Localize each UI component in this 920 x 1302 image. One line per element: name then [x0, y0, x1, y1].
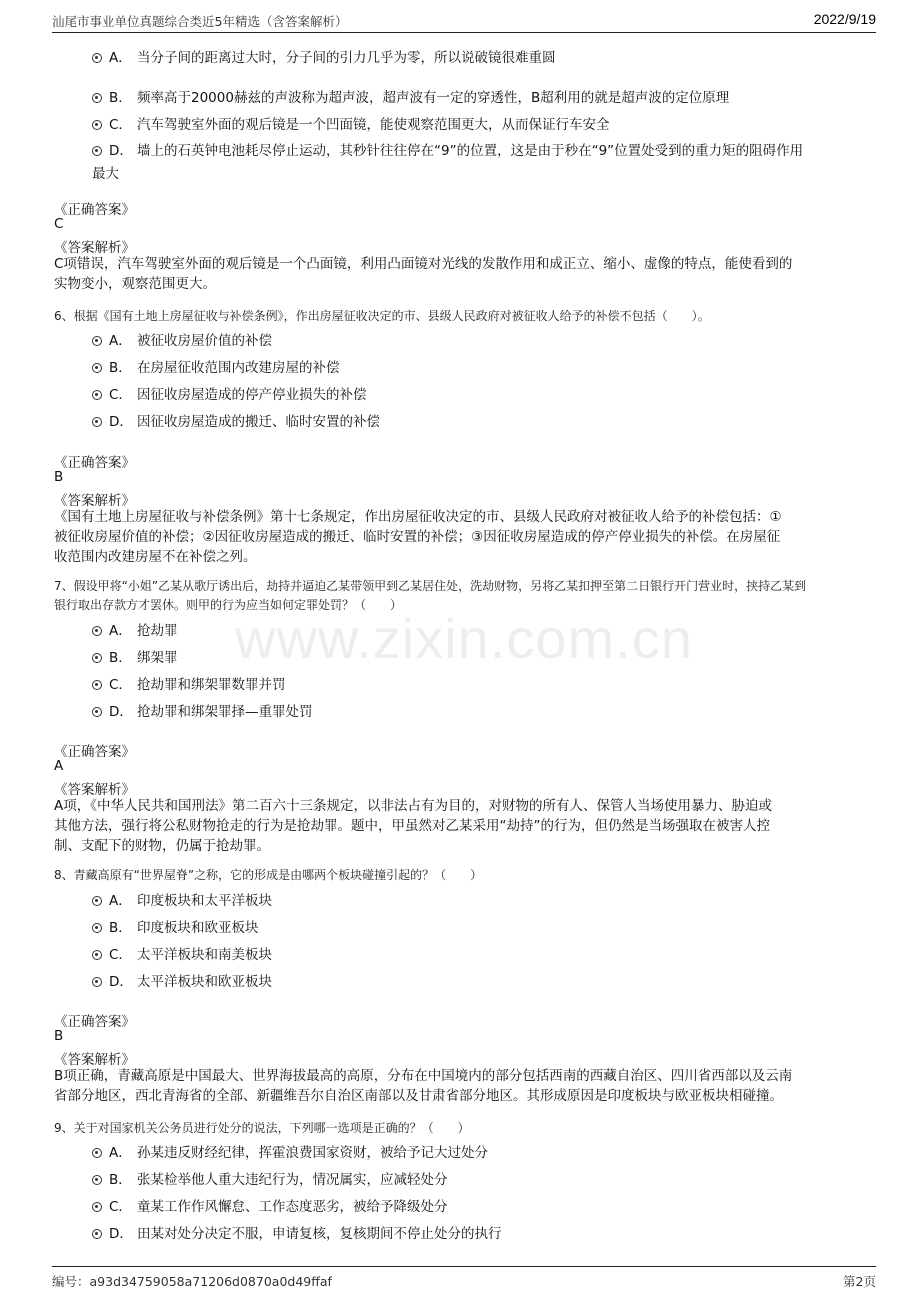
analysis-label: 《答案解析》 — [54, 782, 135, 798]
answer-label: 《正确答案》 — [54, 744, 135, 760]
analysis-label: 《答案解析》 — [54, 240, 135, 256]
document-date: 2022/9/19 — [813, 11, 876, 27]
radio-icon[interactable] — [92, 363, 102, 373]
radio-icon[interactable] — [92, 93, 102, 103]
radio-icon[interactable] — [92, 1175, 102, 1185]
answer: A — [54, 758, 64, 774]
analysis-text: B项正确，青藏高原是中国最大、世界海拔最高的高原，分布在中国境内的部分包括西南的西藏自治区、四川省西部以及云南 省部分地区，西北青海省的全部、新疆维吾尔自治区南部以及甘肃省部分地区。其形成原因是印度板块与欧亚板块相碰撞。 — [54, 1068, 793, 1104]
question-stem: 6、根据《国有土地上房屋征收与补偿条例》，作出房屋征收决定的市、县级人民政府对被征收人给予的补偿不包括（ ）。 — [54, 309, 710, 323]
document-code: 编号：a93d34759058a71206d0870a0d49ffaf — [52, 1274, 332, 1289]
answer: B — [54, 469, 64, 485]
radio-icon[interactable] — [92, 336, 102, 346]
radio-icon[interactable] — [92, 653, 102, 663]
option-d[interactable]: D． 太平洋板块和欧亚板块 — [92, 970, 272, 990]
option-d[interactable]: D． 墙上的石英钟电池耗尽停止运动，其秒针往往停在“9”的位置，这是由于秒在“9”位置处受到的重力矩的阻碍作用 — [92, 139, 803, 159]
radio-icon[interactable] — [92, 977, 102, 987]
option-a[interactable]: A． 孙某违反财经纪律，挥霍浪费国家资财，被给予记大过处分 — [92, 1141, 488, 1161]
page-footer — [52, 1266, 876, 1291]
option-a[interactable]: A． 抢劫罪 — [92, 619, 178, 639]
radio-icon[interactable] — [92, 626, 102, 636]
answer: B — [54, 1028, 64, 1044]
radio-icon[interactable] — [92, 53, 102, 63]
answer-label: 《正确答案》 — [54, 1014, 135, 1030]
radio-icon[interactable] — [92, 146, 102, 156]
radio-icon[interactable] — [92, 1148, 102, 1158]
question-stem: 8、青藏高原有“世界屋脊”之称，它的形成是由哪两个板块碰撞引起的？（ ） — [54, 868, 483, 882]
option-d[interactable]: D． 因征收房屋造成的搬迁、临时安置的补偿 — [92, 410, 380, 430]
option-d-continued: 最大 — [92, 166, 119, 182]
analysis-text: C项错误，汽车驾驶室外面的观后镜是一个凸面镜，利用凸面镜对光线的发散作用和成正立、缩小、虚像的特点，能使看到的 实物变小，观察范围更大。 — [54, 256, 793, 292]
document-title: 汕尾市事业单位真题综合类近5年精选（含答案解析） — [52, 14, 348, 29]
radio-icon[interactable] — [92, 390, 102, 400]
option-a[interactable]: A． 当分子间的距离过大时，分子间的引力几乎为零，所以说破镜很难重圆 — [92, 46, 556, 66]
option-c[interactable]: C． 汽车驾驶室外面的观后镜是一个凹面镜，能使观察范围更大，从而保证行车安全 — [92, 113, 610, 133]
option-c[interactable]: C． 抢劫罪和绑架罪数罪并罚 — [92, 673, 286, 693]
option-b[interactable]: B． 频率高于20000赫兹的声波称为超声波，超声波有一定的穿透性，B超利用的就是超声波的定位原理 — [92, 86, 729, 106]
analysis-text: 《国有土地上房屋征收与补偿条例》第十七条规定，作出房屋征收决定的市、县级人民政府对被征收人给予的补偿包括：① 被征收房屋价值的补偿；②因征收房屋造成的搬迁、临时安置的补偿；③因征收房屋造成的停产停业损失的补偿。在房屋征 收范围内改建房屋不在补偿之列。 — [54, 509, 782, 565]
radio-icon[interactable] — [92, 1202, 102, 1212]
answer: C — [54, 216, 64, 232]
analysis-text: A项，《中华人民共和国刑法》第二百六十三条规定，以非法占有为目的，对财物的所有人、保管人当场使用暴力、胁迫或 其他方法，强行将公私财物抢走的行为是抢劫罪。题中，甲虽然对乙某采用“劫持”的行为，但仍然是当场强取在被害人控 制、支配下的财物，仍属于抢劫罪。 — [54, 798, 772, 854]
radio-icon[interactable] — [92, 680, 102, 690]
watermark: www.zixin.com.cn — [235, 607, 693, 670]
radio-icon[interactable] — [92, 896, 102, 906]
question-stem: 7、假设甲将“小姐”乙某从歌厅诱出后，劫持并逼迫乙某带领甲到乙某居住处，洗劫财物，另将乙某扣押至第二日银行开门营业时，挟持乙某到 银行取出存款方才罢休。则甲的行为应当如何定罪处罚？（ ） — [54, 579, 807, 612]
analysis-label: 《答案解析》 — [54, 493, 135, 509]
radio-icon[interactable] — [92, 120, 102, 130]
page-number: 第2页 — [843, 1274, 876, 1289]
page-header — [52, 10, 876, 33]
option-b[interactable]: B． 印度板块和欧亚板块 — [92, 916, 259, 936]
analysis-label: 《答案解析》 — [54, 1052, 135, 1068]
radio-icon[interactable] — [92, 1229, 102, 1239]
option-c[interactable]: C． 因征收房屋造成的停产停业损失的补偿 — [92, 383, 367, 403]
option-c[interactable]: C． 太平洋板块和南美板块 — [92, 943, 272, 963]
option-b[interactable]: B． 张某检举他人重大违纪行为，情况属实，应减轻处分 — [92, 1168, 448, 1188]
option-b[interactable]: B． 在房屋征收范围内改建房屋的补偿 — [92, 356, 340, 376]
option-d[interactable]: D． 田某对处分决定不服，申请复核，复核期间不停止处分的执行 — [92, 1222, 502, 1242]
option-b[interactable]: B． 绑架罪 — [92, 646, 178, 666]
question-stem: 9、关于对国家机关公务员进行处分的说法，下列哪一选项是正确的？（ ） — [54, 1121, 470, 1135]
radio-icon[interactable] — [92, 923, 102, 933]
radio-icon[interactable] — [92, 417, 102, 427]
option-a[interactable]: A． 被征收房屋价值的补偿 — [92, 329, 272, 349]
option-a[interactable]: A． 印度板块和太平洋板块 — [92, 889, 272, 909]
answer-label: 《正确答案》 — [54, 202, 135, 218]
option-d[interactable]: D． 抢劫罪和绑架罪择—重罪处罚 — [92, 700, 313, 720]
radio-icon[interactable] — [92, 707, 102, 717]
radio-icon[interactable] — [92, 950, 102, 960]
answer-label: 《正确答案》 — [54, 455, 135, 471]
option-c[interactable]: C． 童某工作作风懈怠、工作态度恶劣，被给予降级处分 — [92, 1195, 448, 1215]
